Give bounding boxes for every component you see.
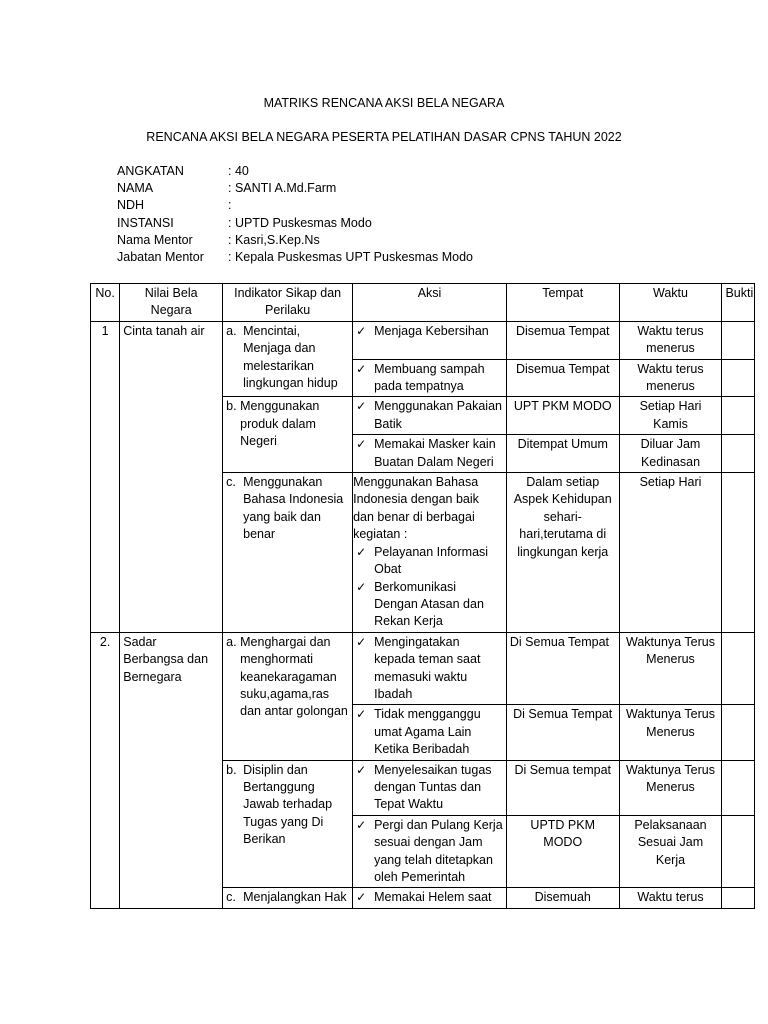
tempat-cell: Disemua Tempat xyxy=(506,321,619,359)
indikator-marker: c. xyxy=(226,475,236,490)
aksi-text: Mengingatakan kepada teman saat memasuki waktu Ibadah xyxy=(374,634,481,701)
indikator-text: Mencintai, Menjaga dan melestarikan lingkungan hidup xyxy=(243,323,338,391)
aksi-text: Memakai Helem saat xyxy=(374,890,492,905)
header-nilai-bela-negara: Nilai Bela Negara xyxy=(120,284,223,322)
waktu-cell: Pelaksanaan Sesuai Jam Kerja xyxy=(619,815,722,888)
indikator-marker: c. xyxy=(226,890,236,905)
action-plan-table xyxy=(90,283,755,909)
aksi-text: Menggunakan Pakaian Batik xyxy=(374,399,502,431)
info-label: ANGKATAN xyxy=(117,164,184,178)
bukti-cell xyxy=(722,397,755,435)
tempat-cell: Di Semua Tempat xyxy=(506,632,619,705)
check-icon: ✓ xyxy=(356,817,367,832)
waktu-cell: Setiap Hari Kamis xyxy=(619,397,722,435)
info-value: : 40 xyxy=(228,164,249,178)
check-icon: ✓ xyxy=(356,437,367,452)
info-label: Nama Mentor xyxy=(117,232,193,247)
header-waktu: Waktu xyxy=(619,284,722,322)
aksi-cell xyxy=(353,815,507,888)
participant-info xyxy=(117,163,473,266)
info-value: : UPTD Puskesmas Modo xyxy=(228,215,372,230)
row-number: 2. xyxy=(91,632,120,908)
indikator-cell xyxy=(223,473,353,633)
header-no: No. xyxy=(91,284,120,322)
indikator-marker: b. xyxy=(226,399,237,414)
indikator-text: Menghargai dan menghormati keanekaragaman suku,agama,ras dan antar golongan xyxy=(240,634,348,719)
info-label: NAMA xyxy=(117,181,154,196)
tempat-cell: Disemua Tempat xyxy=(506,359,619,397)
info-value: : xyxy=(228,198,232,213)
doc-subtitle: RENCANA AKSI BELA NEGARA PESERTA PELATIHAN DASAR CPNS TAHUN 2022 xyxy=(146,130,622,144)
waktu-cell: Waktunya Terus Menerus xyxy=(619,705,722,760)
aksi-text: Menjaga Kebersihan xyxy=(374,323,489,338)
info-label: NDH xyxy=(117,198,145,213)
indikator-cell xyxy=(223,760,353,888)
aksi-cell xyxy=(353,321,507,359)
aksi-text: Memakai Masker kain Buatan Dalam Negeri xyxy=(374,437,496,469)
aksi-cell xyxy=(353,705,507,760)
row-number: 1 xyxy=(91,321,120,632)
aksi-cell xyxy=(353,397,507,435)
waktu-cell: Waktunya Terus Menerus xyxy=(619,760,722,815)
indikator-text: Disiplin dan Bertanggung Jawab terhadap Tugas yang Di Berikan xyxy=(243,762,333,847)
header-tempat: Tempat xyxy=(506,284,619,322)
bukti-cell xyxy=(722,435,755,473)
bukti-cell xyxy=(722,815,755,888)
header-bukti: Bukti xyxy=(722,284,755,322)
waktu-cell: Waktu terus xyxy=(619,888,722,908)
info-value: : Kepala Puskesmas UPT Puskesmas Modo xyxy=(228,249,474,264)
info-value: : SANTI A.Md.Farm xyxy=(228,181,337,196)
indikator-marker: b. xyxy=(226,762,237,777)
check-icon: ✓ xyxy=(356,361,367,376)
tempat-cell: Ditempat Umum xyxy=(506,435,619,473)
info-label: INSTANSI xyxy=(117,215,174,230)
aksi-text: Pelayanan Informasi Obat xyxy=(374,544,489,577)
doc-title: MATRIKS RENCANA AKSI BELA NEGARA xyxy=(263,96,505,110)
aksi-text: Tidak mengganggu umat Agama Lain Ketika Beribadah xyxy=(374,707,481,757)
waktu-cell: Waktu terus menerus xyxy=(619,321,722,359)
tempat-cell: Dalam setiap Aspek Kehidupan sehari-hari,terutama di lingkungan kerja xyxy=(506,473,619,633)
aksi-cell xyxy=(353,435,507,473)
info-row-instansi xyxy=(117,215,473,232)
aksi-cell xyxy=(353,888,507,908)
aksi-text: Pergi dan Pulang Kerja sesuai dengan Jam yang telah ditetapkan oleh Pemerintah xyxy=(374,817,503,884)
table-header-row xyxy=(91,284,755,322)
check-icon: ✓ xyxy=(356,890,367,905)
aksi-text: Membuang sampah pada tempatnya xyxy=(374,361,485,394)
waktu-cell: Waktu terus menerus xyxy=(619,359,722,397)
aksi-cell xyxy=(353,359,507,397)
bukti-cell xyxy=(722,473,755,633)
check-icon: ✓ xyxy=(356,634,367,649)
bukti-cell xyxy=(722,760,755,815)
check-icon: ✓ xyxy=(356,579,367,594)
waktu-cell: Waktunya Terus Menerus xyxy=(619,632,722,705)
info-row-nama-mentor xyxy=(117,232,473,249)
indikator-cell xyxy=(223,632,353,760)
tempat-cell: Di Semua tempat xyxy=(506,760,619,815)
bukti-cell xyxy=(722,888,755,908)
info-row-ndh xyxy=(117,197,473,214)
info-row-nama xyxy=(117,180,473,197)
bukti-cell xyxy=(722,321,755,359)
nilai-cell: Sadar Berbangsa dan Bernegara xyxy=(120,632,223,908)
check-icon: ✓ xyxy=(356,323,367,338)
waktu-cell: Diluar Jam Kedinasan xyxy=(619,435,722,473)
aksi-cell xyxy=(353,632,507,705)
aksi-text: Menyelesaikan tugas dengan Tuntas dan Tepat Waktu xyxy=(374,762,492,812)
bukti-cell xyxy=(722,359,755,397)
info-row-angkatan xyxy=(117,163,473,180)
indikator-cell xyxy=(223,888,353,908)
aksi-text: Berkomunikasi Dengan Atasan dan Rekan Kerja xyxy=(374,579,484,629)
tempat-cell: UPT PKM MODO xyxy=(506,397,619,435)
check-icon: ✓ xyxy=(356,762,367,777)
waktu-cell: Setiap Hari xyxy=(619,473,722,633)
tempat-cell: Disemuah xyxy=(506,888,619,908)
table-row xyxy=(91,321,755,359)
check-icon: ✓ xyxy=(356,707,367,722)
indikator-text: Menjalangkan Hak xyxy=(243,890,347,905)
info-row-jabatan-mentor xyxy=(117,249,473,266)
info-value: : Kasri,S.Kep.Ns xyxy=(228,232,320,247)
check-icon: ✓ xyxy=(356,544,367,559)
header-aksi: Aksi xyxy=(353,284,507,322)
bukti-cell xyxy=(722,705,755,760)
info-label: Jabatan Mentor xyxy=(117,249,204,264)
indikator-cell xyxy=(223,397,353,473)
indikator-text: Menggunakan produk dalam Negeri xyxy=(240,399,320,449)
tempat-cell: Di Semua Tempat xyxy=(506,705,619,760)
check-icon: ✓ xyxy=(356,399,367,414)
table-row xyxy=(91,632,755,705)
nilai-cell: Cinta tanah air xyxy=(120,321,223,632)
indikator-text: Menggunakan Bahasa Indonesia yang baik dan benar xyxy=(243,475,344,542)
aksi-cell xyxy=(353,760,507,815)
indikator-cell xyxy=(223,321,353,397)
aksi-cell xyxy=(353,473,507,633)
bukti-cell xyxy=(722,632,755,705)
indikator-marker: a. xyxy=(226,323,237,338)
aksi-intro: Menggunakan Bahasa Indonesia dengan baik dan benar di berbagai kegiatan : xyxy=(353,475,479,542)
indikator-marker: a. xyxy=(226,634,237,649)
tempat-cell: UPTD PKM MODO xyxy=(506,815,619,888)
header-indikator: Indikator Sikap dan Perilaku xyxy=(223,284,353,322)
